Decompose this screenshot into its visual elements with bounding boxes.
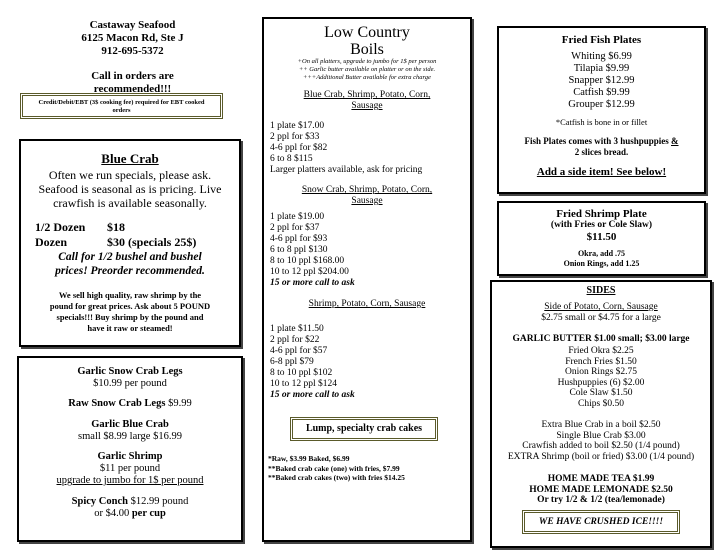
garlic-shrimp-title: Garlic Shrimp xyxy=(97,451,163,462)
fish-price: Whiting $6.99 xyxy=(571,51,632,62)
fish-plates-note-line: Fish Plates comes with 3 hushpuppies xyxy=(524,136,669,146)
boils-title-line: Boils xyxy=(350,41,384,58)
extra-item: Extra Blue Crab in a boil $2.50 xyxy=(541,420,661,430)
blue-crab-title: Blue Crab xyxy=(101,151,159,166)
crab-legs-box xyxy=(17,356,243,542)
shrimp-note-line: specials!!! Buy shrimp by the pound and xyxy=(56,312,204,322)
side-items xyxy=(492,346,710,409)
shrimp-boil-price: 6-8 ppl $79 xyxy=(270,357,314,367)
add-side-note: Add a side item! See below! xyxy=(536,166,667,178)
dozen-price: $30 (specials 25$) xyxy=(107,235,197,249)
blue-boil-price: 6 to 8 $115 xyxy=(270,154,313,164)
intro-line: Often we run specials, please ask. xyxy=(48,168,212,182)
blue-boil-prices xyxy=(270,121,470,176)
okra-addon: Okra, add .75 xyxy=(577,249,626,258)
shrimp-boil-price: 1 plate $11.50 xyxy=(270,324,324,334)
garlic-shrimp-price: $11 per pound xyxy=(99,463,161,474)
shrimp-boil-prices xyxy=(270,324,470,401)
side-line: Side of Potato, Corn, Sausage xyxy=(544,302,658,312)
bushel-note-line: prices! Preorder recommended. xyxy=(55,265,205,277)
fish-prices xyxy=(499,51,704,111)
garlic-blue-prices: small $8.99 large $16.99 xyxy=(78,431,182,442)
restaurant-name: Castaway Seafood xyxy=(89,19,176,31)
fried-shrimp-box xyxy=(497,201,706,276)
restaurant-address: 6125 Macon Rd, Ste J xyxy=(81,32,184,44)
raw-snow-crab xyxy=(19,398,241,410)
half-dozen-label: 1/2 Dozen xyxy=(35,220,86,234)
lemonade-price: HOME MADE LEMONADE $2.50 xyxy=(529,484,673,495)
extra-item: Single Blue Crab $3.00 xyxy=(556,430,646,441)
crab-cake-price: **Baked crab cakes (two) with fries $14.25 xyxy=(268,473,405,482)
intro-line: Seafood is seasonal as is pricing. Live xyxy=(38,182,222,196)
garlic-snow-crab xyxy=(19,366,241,390)
crab-cake-price: *Raw, $3.99 Baked, $6.99 xyxy=(268,454,350,463)
shrimp-note-line: have it raw or steamed! xyxy=(87,323,173,333)
boils-notes xyxy=(264,58,470,82)
garlic-snow-price: $10.99 per pound xyxy=(93,378,167,389)
boils-note: ++ Garlic butter available on platter or on the side. xyxy=(298,66,436,73)
lump-crab-cakes-label: Lump, specialty crab cakes xyxy=(305,423,423,434)
garlic-butter-price: GARLIC BUTTER $1.00 small; $3.00 large xyxy=(512,334,690,344)
restaurant-header xyxy=(20,19,245,96)
credit-notice-box xyxy=(20,93,223,119)
side-item: Hushpuppies (6) $2.00 xyxy=(557,377,645,388)
blue-crab-intro xyxy=(21,168,239,210)
blue-boil-price: 2 ppl for $33 xyxy=(270,132,320,142)
side-item: Fried Okra $2.25 xyxy=(568,346,634,356)
fish-price: Grouper $12.99 xyxy=(568,99,635,110)
fish-price: Tilapia $9.99 xyxy=(573,63,630,74)
crushed-ice-box xyxy=(522,510,680,534)
half-and-half-note: Or try 1/2 & 1/2 (tea/lemonade) xyxy=(537,495,665,505)
call-notice-line1: Call in orders are xyxy=(91,70,174,82)
side-price: $2.75 small or $4.75 for a large xyxy=(541,313,661,323)
garlic-blue-crab xyxy=(19,419,241,443)
call-notice-line2: recommended!!! xyxy=(93,83,172,95)
bushel-note-line: Call for 1/2 bushel and bushel xyxy=(58,251,202,263)
snow-boil-price: 6 to 8 ppl $130 xyxy=(270,245,328,255)
snow-boil-prices xyxy=(270,212,470,289)
conch-cup: per cup xyxy=(131,508,166,519)
snow-boil-price: 1 plate $19.00 xyxy=(270,212,325,222)
dozen-row xyxy=(35,235,239,250)
side-item: Onion Rings $2.75 xyxy=(564,367,638,377)
blue-crab-box xyxy=(19,139,241,347)
snow-boil-heading-line: Snow Crab, Shrimp, Potato, Corn, xyxy=(301,185,433,195)
crab-cake-price: **Baked crab cake (one) with fries, $7.99 xyxy=(268,463,400,473)
shrimp-boil-price: 8 to 10 ppl $102 xyxy=(270,368,333,378)
garlic-shrimp xyxy=(19,451,241,487)
shrimp-note xyxy=(21,290,239,334)
boils-title-line: Low Country xyxy=(324,24,410,41)
boils-note: +On all platters, upgrade to jumbo for 1$ per person xyxy=(297,58,437,65)
snow-boil-price: 10 to 12 ppl $204.00 xyxy=(270,267,349,277)
side-item: French Fries $1.50 xyxy=(565,356,637,367)
snow-boil-price: 2 ppl for $37 xyxy=(270,223,320,233)
sides-title: SIDES xyxy=(586,285,616,296)
garlic-snow-title: Garlic Snow Crab Legs xyxy=(77,366,183,377)
boils-title xyxy=(264,24,470,58)
raw-snow-title: Raw Snow Crab Legs xyxy=(68,398,166,409)
spicy-conch xyxy=(19,496,241,520)
side-item: Chips $0.50 xyxy=(578,398,624,409)
conch-or: or $4.00 xyxy=(94,508,130,519)
dozen-label: Dozen xyxy=(35,235,67,249)
drinks xyxy=(492,474,710,506)
fried-fish-title: Fried Fish Plates xyxy=(561,34,642,46)
snow-boil-heading-line: Sausage xyxy=(351,196,383,206)
credit-notice-line2: orders xyxy=(112,107,131,114)
conch-price: $12.99 pound xyxy=(130,496,189,507)
blue-boil-heading-line: Blue Crab, Shrimp, Potato, Corn, xyxy=(303,90,431,100)
blue-boil-heading-line: Sausage xyxy=(351,101,383,111)
fried-shrimp-title: Fried Shrimp Plate xyxy=(556,208,647,220)
blue-boil-price: 1 plate $17.00 xyxy=(270,121,325,131)
bushel-note xyxy=(21,250,239,278)
onion-rings-addon: Onion Rings, add 1.25 xyxy=(563,259,640,268)
fish-plates-note xyxy=(499,136,704,158)
blue-boil-price: 4-6 ppl for $82 xyxy=(270,143,328,153)
fried-shrimp-subtitle: (with Fries or Cole Slaw) xyxy=(550,220,653,230)
credit-notice-line1: Credit/Debit/EBT (3$ cooking fee) required for EBT cooked xyxy=(38,99,205,106)
blue-boil-price: Larger platters available, ask for pricing xyxy=(270,165,423,175)
catfish-note: *Catfish is bone in or fillet xyxy=(555,117,648,127)
fried-shrimp-price: $11.50 xyxy=(586,231,617,243)
half-dozen-price: $18 xyxy=(107,220,125,234)
intro-line: crawfish is available seasonally. xyxy=(53,196,207,210)
fish-plates-note-line: 2 slices bread. xyxy=(574,147,629,157)
shrimp-boil-price: 4-6 ppl for $57 xyxy=(270,346,328,356)
sides-box xyxy=(490,280,712,548)
fish-price: Catfish $9.99 xyxy=(573,87,630,98)
conch-title: Spicy Conch xyxy=(71,496,128,507)
shrimp-boil-price: 2 ppl for $22 xyxy=(270,335,320,345)
blue-crab-prices xyxy=(35,220,239,250)
garlic-shrimp-upgrade: upgrade to jumbo for 1$ per pound xyxy=(56,475,204,486)
fried-fish-box xyxy=(497,26,706,194)
extra-item: Crawfish added to boil $2.50 (1/4 pound) xyxy=(522,441,680,451)
shrimp-boil-call: 15 or more call to ask xyxy=(270,390,355,400)
crushed-ice-label: WE HAVE CRUSHED ICE!!!! xyxy=(538,517,664,527)
snow-boil-price: 8 to 10 ppl $168.00 xyxy=(270,256,345,266)
raw-snow-price: $9.99 xyxy=(168,398,192,409)
side-item: Cole Slaw $1.50 xyxy=(569,388,633,398)
extras xyxy=(492,420,710,462)
tea-price: HOME MADE TEA $1.99 xyxy=(547,474,655,484)
shrimp-note-line: pound for great prices. Ask about 5 POUND xyxy=(49,301,211,311)
lump-crab-cakes-box xyxy=(290,417,438,441)
crab-cake-prices xyxy=(268,454,470,483)
potato-corn-sausage-side xyxy=(492,302,710,324)
boils-note: +++Additional Butter available for extra charge xyxy=(303,74,431,81)
blue-boil-heading xyxy=(264,90,470,112)
snow-boil-call: 15 or more call to ask xyxy=(270,278,355,288)
fish-price: Snapper $12.99 xyxy=(568,75,635,86)
shrimp-boil-price: 10 to 12 ppl $124 xyxy=(270,379,338,389)
shrimp-boil-heading: Shrimp, Potato, Corn, Sausage xyxy=(308,299,426,309)
snow-boil-heading xyxy=(264,185,470,207)
restaurant-phone: 912-695-5372 xyxy=(101,45,164,57)
extra-item: EXTRA Shrimp (boil or fried) $3.00 (1/4 pound) xyxy=(507,451,695,462)
fish-plates-amp: & xyxy=(671,136,679,146)
snow-boil-price: 4-6 ppl for $93 xyxy=(270,234,328,244)
garlic-blue-title: Garlic Blue Crab xyxy=(91,419,169,430)
half-dozen-row xyxy=(35,220,239,235)
shrimp-note-line: We sell high quality, raw shrimp by the xyxy=(58,290,202,300)
